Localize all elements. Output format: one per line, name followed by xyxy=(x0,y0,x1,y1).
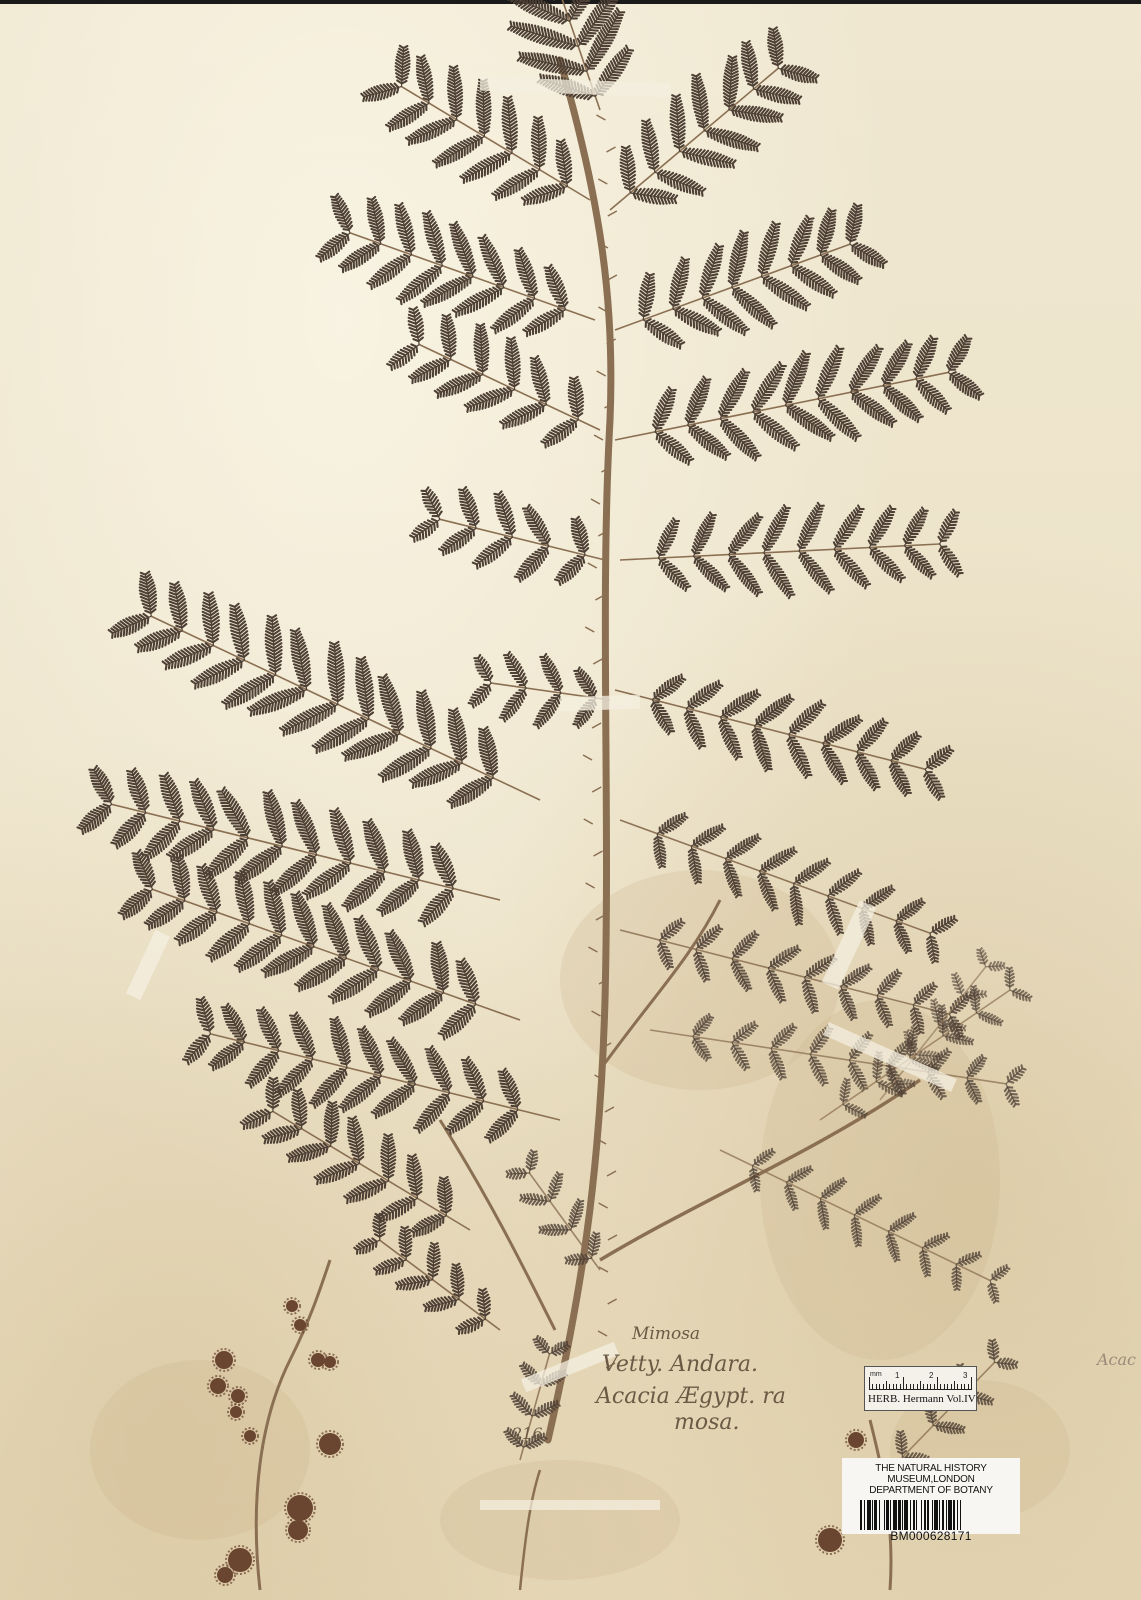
leaflet-row xyxy=(379,747,429,781)
thorn xyxy=(597,371,606,376)
leaflet-row xyxy=(217,787,249,835)
leaflet-row xyxy=(511,1393,532,1415)
leaflet-row xyxy=(478,1289,490,1316)
leaflet-row xyxy=(742,41,757,86)
leaflet-row xyxy=(459,487,479,525)
leaflet-row xyxy=(904,508,928,543)
leaflet-row xyxy=(448,66,462,117)
leaflet-row xyxy=(330,808,354,860)
leaflet-row xyxy=(728,834,761,858)
leaflet-row xyxy=(998,1359,1017,1370)
leaflet-row xyxy=(89,766,113,802)
leaflet-row xyxy=(499,1069,521,1107)
leaflet-row xyxy=(1013,989,1031,1001)
leaflet-row xyxy=(823,254,862,284)
scale-tick-label: 3 xyxy=(963,1371,968,1380)
leaflet-row xyxy=(531,356,550,401)
main-stem xyxy=(548,60,611,1440)
leaflet-row xyxy=(541,420,576,448)
leaflet-row xyxy=(933,916,957,934)
thorn xyxy=(584,819,593,824)
flower-head xyxy=(228,1548,252,1572)
leaflet-row xyxy=(170,582,187,628)
leaflet-row xyxy=(316,233,348,262)
leaflet-row xyxy=(856,755,880,791)
leaflet-row xyxy=(1005,1087,1019,1107)
leaflet-row xyxy=(399,992,441,1025)
mounting-tape xyxy=(560,695,640,712)
scale-unit: mm xyxy=(870,1371,882,1378)
leaflet-row xyxy=(569,377,583,417)
flower-head xyxy=(217,1567,233,1583)
leaflet-row xyxy=(160,773,183,818)
flower-head xyxy=(215,1351,233,1369)
leaflet-row xyxy=(469,685,491,708)
leaflet-row xyxy=(850,345,883,390)
leaflet-row xyxy=(952,973,964,992)
thorn xyxy=(598,1331,607,1336)
leaflet-row xyxy=(759,222,780,274)
scale-tick xyxy=(923,1384,924,1389)
flower-head xyxy=(319,1433,341,1455)
leaflet-row xyxy=(988,1340,998,1359)
leaflet-row xyxy=(396,1276,429,1289)
thorn xyxy=(585,627,594,632)
scale-tick xyxy=(910,1384,911,1389)
thorn xyxy=(607,1171,616,1176)
leaflet-row xyxy=(209,1042,243,1070)
leaflet-row xyxy=(895,924,912,953)
leaflet-row xyxy=(796,859,830,884)
scale-tick xyxy=(951,1384,952,1389)
leaflet-row xyxy=(719,369,749,416)
scale-tick xyxy=(927,1384,928,1389)
leaflet-row xyxy=(448,777,491,808)
flower-head xyxy=(287,1495,313,1521)
leaflet-row xyxy=(757,86,801,104)
scale-tick xyxy=(930,1384,931,1389)
leaflet-row xyxy=(295,957,344,991)
leaflet-row xyxy=(939,510,960,541)
leaflet-row xyxy=(453,286,501,316)
scale-tick xyxy=(920,1381,921,1389)
leaflet-row xyxy=(508,0,566,24)
leaflet-row xyxy=(381,1134,395,1177)
leaflet-row xyxy=(329,969,376,1004)
leaflet-row xyxy=(135,628,179,652)
latin-annotation-line2: mosa. xyxy=(674,1410,740,1435)
leaflet-row xyxy=(764,276,810,310)
leaflet-row xyxy=(378,674,403,730)
scale-bar xyxy=(864,1366,977,1411)
flower-head xyxy=(288,1520,308,1540)
scale-tick xyxy=(940,1384,941,1389)
leaflet-row xyxy=(660,813,688,834)
leaflet-row xyxy=(280,703,335,736)
leaflet-row xyxy=(503,96,517,149)
leaflet-row xyxy=(197,997,214,1030)
flower-head xyxy=(210,1378,226,1394)
flower-head xyxy=(818,1528,842,1552)
leaflet-row xyxy=(589,1232,600,1255)
leaflet-row xyxy=(967,1055,986,1076)
leaflet-row xyxy=(230,604,248,657)
scale-tick xyxy=(906,1384,907,1389)
scale-tick xyxy=(869,1377,870,1389)
leaflet-row xyxy=(409,307,424,341)
leaflet-row xyxy=(449,708,467,760)
leaflet-row xyxy=(192,659,242,689)
scale-tick xyxy=(900,1384,901,1389)
thorn xyxy=(596,115,605,120)
leaflet-row xyxy=(534,695,561,728)
leaflet-row xyxy=(939,547,962,577)
leaflet-row xyxy=(657,518,679,555)
scale-tick xyxy=(896,1384,897,1389)
scale-tick xyxy=(934,1384,935,1389)
leaflet-row xyxy=(386,102,426,131)
leaflet-row xyxy=(992,1265,1009,1280)
leaflet-row xyxy=(750,1169,759,1191)
scale-tick xyxy=(879,1384,880,1389)
leaf-rachis xyxy=(273,1111,470,1230)
thorn xyxy=(592,723,601,728)
leaflet-row xyxy=(540,1225,568,1235)
leaflet-row xyxy=(520,1194,547,1205)
flower-head xyxy=(286,1300,298,1312)
leaflet-row xyxy=(365,981,409,1017)
thorn xyxy=(608,211,617,216)
thorn xyxy=(594,851,603,856)
leaflet-row xyxy=(853,243,887,268)
thorn xyxy=(591,499,600,504)
thorn xyxy=(592,787,601,792)
leaflet-row xyxy=(846,204,861,242)
thorn xyxy=(608,275,617,280)
thorn xyxy=(608,1235,617,1240)
thorn xyxy=(593,659,602,664)
leaflet-row xyxy=(325,1102,339,1143)
leaflet-row xyxy=(826,899,843,935)
scale-tick xyxy=(964,1384,965,1389)
leaflet-row xyxy=(724,56,738,107)
leaflet-row xyxy=(898,898,925,920)
flower-head xyxy=(848,1432,864,1448)
scale-tick xyxy=(893,1384,894,1389)
leaflet-row xyxy=(417,55,433,100)
scale-tick-label: 1 xyxy=(895,1371,900,1380)
leaflet-row xyxy=(977,948,987,963)
leaflet-row xyxy=(342,732,397,761)
leaflet-row xyxy=(368,197,385,241)
thorn xyxy=(586,883,595,888)
leaflet-row xyxy=(354,916,381,967)
flower-head xyxy=(244,1430,256,1442)
scale-tick-label: 2 xyxy=(929,1371,934,1380)
scale-tick xyxy=(947,1384,948,1389)
thorn xyxy=(598,179,607,184)
leaflet-row xyxy=(356,657,373,716)
leaflet-row xyxy=(752,729,771,772)
leaflet-row xyxy=(291,629,311,687)
leaflet-row xyxy=(451,1264,463,1296)
scale-ruler xyxy=(869,1371,972,1390)
leaflet-row xyxy=(424,1297,456,1311)
leaflet-row xyxy=(303,863,349,900)
leaflet-row xyxy=(695,557,730,591)
institution-name: THE NATURAL HISTORY MUSEUM,LONDON xyxy=(875,1463,987,1485)
scale-tick xyxy=(876,1384,877,1389)
local-name-annotation: Vetty. Andara. xyxy=(602,1352,758,1377)
pinna-rachis xyxy=(437,136,485,163)
leaflet-row xyxy=(460,152,509,183)
leaf-rachis xyxy=(151,616,540,800)
thorn xyxy=(588,563,597,568)
leaflet-row xyxy=(768,27,783,65)
flower-head xyxy=(294,1319,306,1331)
leaflet-row xyxy=(569,1199,583,1227)
leaflet-row xyxy=(290,1013,315,1057)
scale-caption: HERB. Hermann Vol.IV xyxy=(868,1393,976,1405)
scale-tick xyxy=(883,1384,884,1389)
leaflet-row xyxy=(654,837,665,868)
leaflet-row xyxy=(500,403,543,429)
paper-stain xyxy=(440,1460,680,1580)
leaflet-row xyxy=(527,1150,538,1169)
mounting-tape xyxy=(480,1500,660,1510)
scale-tick xyxy=(944,1384,945,1389)
flower-head xyxy=(231,1389,245,1403)
leaflet-row xyxy=(671,95,685,148)
leaflet-row xyxy=(752,362,786,409)
leaflet-row xyxy=(222,1004,246,1040)
leaflet-row xyxy=(183,1035,210,1064)
barcode xyxy=(860,1500,1002,1530)
institution-label xyxy=(842,1458,1020,1543)
leaflet-row xyxy=(361,84,398,102)
mounting-tape xyxy=(126,930,170,1000)
leaflet-row xyxy=(947,335,971,370)
leaflet-row xyxy=(396,46,410,84)
leaflet-row xyxy=(423,211,445,263)
latin-annotation-line1: Acacia Ægypt. ra xyxy=(596,1384,786,1409)
leaflet-row xyxy=(478,235,505,285)
leaflet-row xyxy=(757,694,794,725)
scale-tick xyxy=(971,1377,972,1389)
scale-tick xyxy=(954,1381,955,1389)
scale-tick xyxy=(917,1384,918,1389)
scale-tick xyxy=(886,1381,887,1389)
leaflet-row xyxy=(834,506,864,547)
leaflet-row xyxy=(988,1284,998,1303)
leaflet-row xyxy=(342,872,384,911)
leaflet-row xyxy=(331,194,352,230)
leaflet-row xyxy=(456,1318,482,1334)
edge-annotation: Acac xyxy=(1097,1350,1137,1369)
leaflet-row xyxy=(835,551,870,589)
thorn xyxy=(608,1299,617,1304)
leaflet-row xyxy=(732,106,783,122)
leaflet-row xyxy=(979,1012,1002,1025)
pinna-rachis xyxy=(299,958,346,986)
scale-tick xyxy=(889,1384,890,1389)
leaflet-row xyxy=(781,65,818,82)
leaflet-row xyxy=(328,642,344,701)
leaflet-row xyxy=(119,889,152,919)
scale-tick xyxy=(968,1384,969,1389)
leaflet-row xyxy=(438,1177,452,1213)
leaflet-row xyxy=(175,912,216,945)
leaflet-row xyxy=(426,1046,452,1090)
leaflet-row xyxy=(685,711,706,748)
genus-annotation: Mimosa xyxy=(632,1324,701,1344)
flower-head xyxy=(324,1356,336,1368)
leaflet-row xyxy=(683,148,736,167)
thorn xyxy=(605,1107,614,1112)
leaflet-row xyxy=(339,243,378,272)
thorn xyxy=(594,435,603,440)
scale-tick xyxy=(961,1384,962,1389)
thorn xyxy=(599,1203,608,1208)
scale-tick xyxy=(913,1384,914,1389)
flower-head xyxy=(230,1406,242,1418)
leaflet-row xyxy=(363,819,388,869)
thorn xyxy=(607,147,616,152)
leaflet-row xyxy=(387,344,417,370)
leaflet-row xyxy=(621,146,635,190)
leaflet-row xyxy=(762,847,796,871)
leaflet-row xyxy=(548,1172,562,1198)
department-name: DEPARTMENT OF BOTANY xyxy=(869,1485,993,1496)
scale-tick xyxy=(957,1384,958,1389)
barcode-number: BM000628171 xyxy=(890,1529,972,1543)
leaflet-row xyxy=(407,1155,422,1195)
leaflet-row xyxy=(474,655,492,680)
leaflet-row xyxy=(474,324,488,372)
leaflet-row xyxy=(385,930,413,978)
leaflet-row xyxy=(816,346,843,396)
thorn xyxy=(583,755,592,760)
leaflet-row xyxy=(377,1197,414,1222)
scale-tick xyxy=(937,1377,938,1389)
scale-tick xyxy=(872,1384,873,1389)
leaflet-row xyxy=(927,937,938,963)
sheet-number: 216 xyxy=(512,1424,543,1443)
leaflet-row xyxy=(950,372,983,400)
leaflet-row xyxy=(642,119,658,169)
leaflet-row xyxy=(700,244,723,295)
barcode-gap xyxy=(961,1500,962,1530)
leaflet-row xyxy=(540,654,562,690)
leaflet-row xyxy=(399,1227,411,1257)
leaflet-row xyxy=(692,512,716,553)
leaflet-row xyxy=(78,804,111,834)
scale-tick xyxy=(903,1377,904,1389)
leaflet-row xyxy=(817,209,835,253)
leaflet-row xyxy=(439,528,474,555)
leaflet-row xyxy=(689,681,723,709)
